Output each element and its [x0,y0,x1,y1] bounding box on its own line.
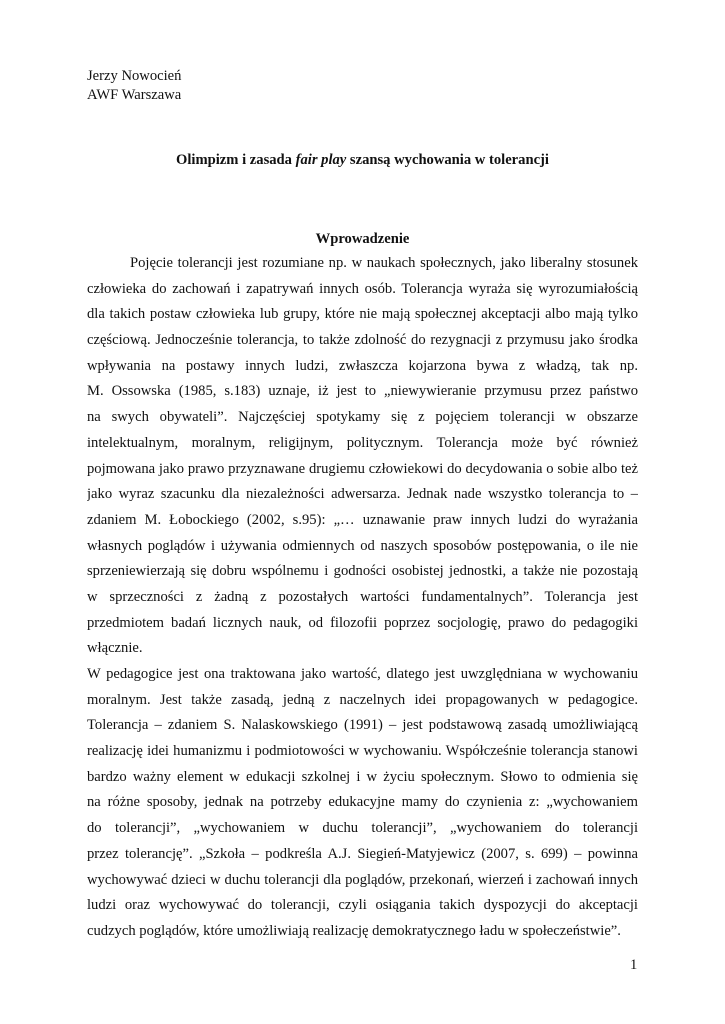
body-line: bardzo ważny element w edukacji szkolnej i w życiu społecznym. Słowo to odmienia się [87,768,638,785]
body-line: w sprzeczności z żadną z pozostałych wartości fundamentalnych”. Tolerancja jest [87,588,638,605]
body-line: Tolerancja – zdaniem S. Nalaskowskiego (1991) – jest podstawową zasadą umożliwiającą [87,717,638,734]
body-line: jako wyraz szacunku dla niezależności adwersarza. Jednak nade wszystko tolerancja to – [87,486,638,503]
title-text-before: Olimpizm i zasada [176,152,296,168]
body-line: wpływania na postawy innych ludzi, zwłaszcza kojarzona bywa z władzą, tak np. [87,357,638,374]
body-line: własnych poglądów i używania odmiennych od naszych sposobów postępowania, o ile nie [87,537,638,554]
body-line: zdaniem M. Łobockiego (2002, s.95): „… uznawanie praw innych ludzi do wyrażania [87,511,638,528]
body-line: dla takich postaw człowieka lub grupy, które nie mają społecznej akceptacji albo mają tylko [87,306,638,323]
body-line: przez tolerancję”. „Szkoła – podkreśla A.J. Siegień-Matyjewicz (2007, s. 699) – powinna [87,845,638,862]
body-line: na swych obywateli”. Najczęściej spotykamy się z pojęciem tolerancji w obszarze [87,409,638,426]
body-line: Pojęcie tolerancji jest rozumiane np. w naukach społecznych, jako liberalny stosunek [130,255,638,271]
title-text-after: szansą wychowania w tolerancji [346,152,549,168]
body-line: realizację idei humanizmu i podmiotowości w wychowaniu. Współcześnie tolerancja stanowi [87,743,638,760]
paper-title [87,152,638,169]
body-text [87,251,638,945]
title-emphasis: fair play [295,152,347,168]
body-line: cudzych poglądów, które umożliwiają realizację demokratycznego ładu w społeczeństwie”. [87,922,621,939]
body-line: człowieka do zachowań i zapatrywań innych osób. Tolerancja wyraża się wyrozumiałością [87,280,638,297]
body-line: moralnym. Jest także zasadą, jedną z naczelnych idei propagowanych w pedagogice. [87,691,638,708]
body-line: na różne sposoby, jednak na potrzeby edukacyjne mamy do czynienia z: „wychowaniem [87,794,638,811]
author-name: Jerzy Nowocień [87,68,182,84]
body-line: intelektualnym, moralnym, religijnym, politycznym. Tolerancja może być również [87,434,638,451]
body-line: ludzi oraz wychowywać do tolerancji, czyli osiągania takich dyspozycji do akceptacji [87,897,638,914]
body-line: M. Ossowska (1985, s.183) uznaje, iż jest to „niewywieranie przymusu przez państwo [87,383,638,400]
body-line: przedmiotem badań licznych nauk, od filozofii poprzez socjologię, prawo do pedagogiki [87,614,638,631]
body-line: sprzeniewierzają się dobru wspólnemu i godności osobistej jednostki, a także nie pozostają [87,563,638,580]
author-affiliation: AWF Warszawa [87,87,182,103]
page-number: 1 [630,957,638,973]
body-line: wychowywać dzieci w duchu tolerancji dla poglądów, przekonań, wierzeń i zachowań innych [87,871,638,888]
body-line: włącznie. [87,640,143,657]
author-block [87,67,181,105]
body-line: W pedagogice jest ona traktowana jako wartość, dlatego jest uwzględniana w wychowaniu [87,666,638,682]
body-line: pojmowana jako prawo przyznawane drugiemu człowiekowi do decydowania o sobie albo też [87,460,638,477]
body-line: częściową. Jednocześnie tolerancja, to także zdolność do rezygnacji z przymusu jako środka [87,332,638,349]
section-heading: Wprowadzenie [315,231,410,247]
body-line: do tolerancji”, „wychowaniem w duchu tolerancji”, „wychowaniem do tolerancji [87,820,638,837]
